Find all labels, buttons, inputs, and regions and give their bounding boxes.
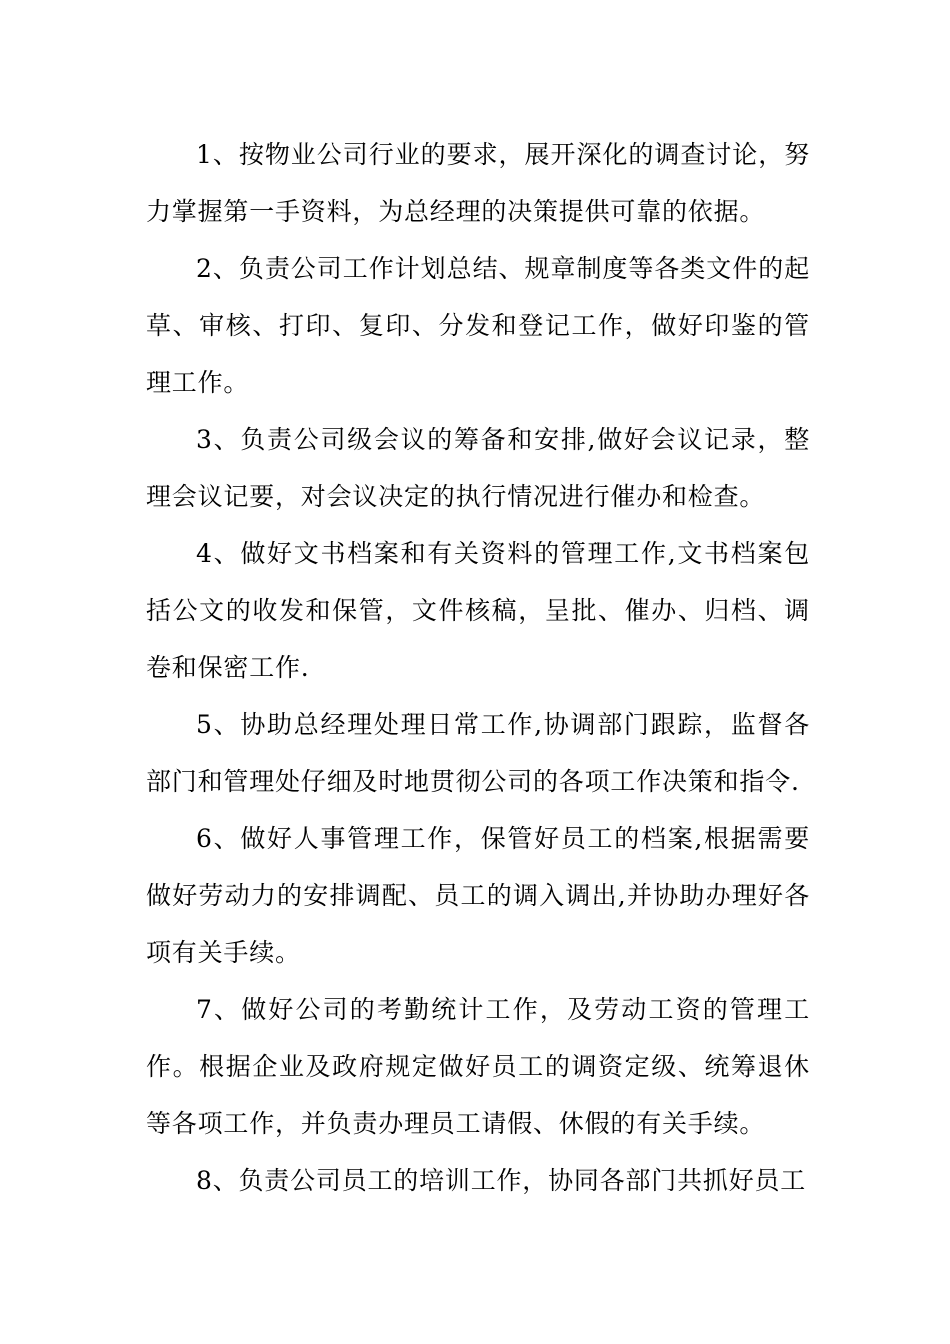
paragraph-8: 8、负责公司员工的培训工作，协同各部门共抓好员工 [196,1166,807,1195]
document-body [146,126,810,1209]
paragraph-1: 1、按物业公司行业的要求，展开深化的调查讨论，努力掌握第一手资料，为总经理的决策提供可靠的依据。 [146,140,810,226]
paragraph-5: 5、协助总经理处理日常工作,协调部门跟踪，监督各部门和管理处仔细及时地贯彻公司的各项工作决策和指令. [146,710,810,796]
paragraph-4: 4、做好文书档案和有关资料的管理工作,文书档案包括公文的收发和保管，文件核稿，呈批、催办、归档、调卷和保密工作. [146,539,810,682]
paragraph-7: 7、做好公司的考勤统计工作，及劳动工资的管理工作。根据企业及政府规定做好员工的调资定级、统筹退休等各项工作，并负责办理员工请假、休假的有关手续。 [146,995,810,1138]
paragraph-3: 3、负责公司级会议的筹备和安排,做好会议记录，整理会议记要，对会议决定的执行情况进行催办和检查。 [146,425,810,511]
paragraph-2: 2、负责公司工作计划总结、规章制度等各类文件的起草、审核、打印、复印、分发和登记工作，做好印鉴的管理工作。 [146,254,810,397]
paragraph-6: 6、做好人事管理工作，保管好员工的档案,根据需要做好劳动力的安排调配、员工的调入调出,并协助办理好各项有关手续。 [146,824,810,967]
